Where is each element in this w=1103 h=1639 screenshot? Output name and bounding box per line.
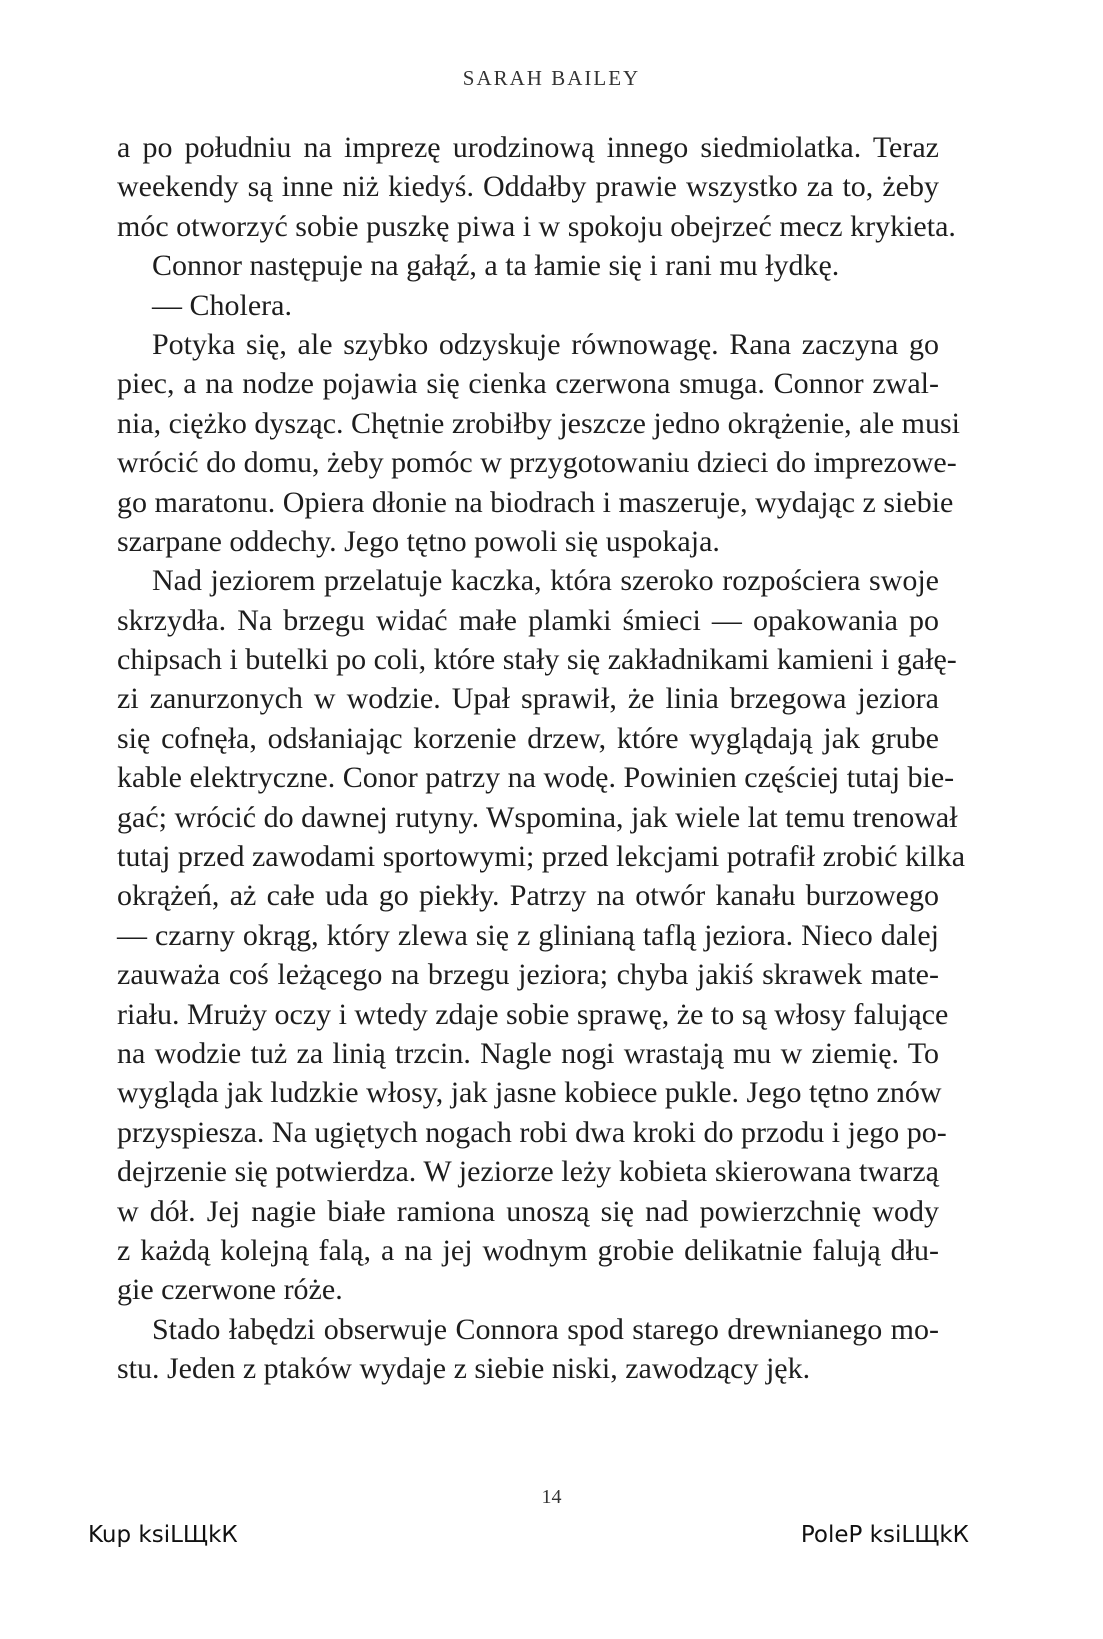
body-line: zi zanurzonych w wodzie. Upał sprawił, że linia brzegowa jeziora — [117, 682, 939, 716]
body-line: kable elektryczne. Conor patrzy na wodę. Powinien częściej tutaj bie- — [117, 761, 955, 795]
body-line: z każdą kolejną falą, a na jej wodnym grobie delikatnie falują dłu- — [117, 1233, 939, 1267]
body-line: Nad jeziorem przelatuje kaczka, która szeroko rozpościera swoje — [152, 564, 939, 598]
body-line: w dół. Jej nagie białe ramiona unoszą się nad powierzchnię wody — [117, 1194, 939, 1228]
buy-book-link[interactable]: Kup ksiLЩkК — [88, 1522, 238, 1548]
body-line: okrążeń, aż całe uda go piekły. Patrzy na otwór kanału burzowego — [117, 879, 939, 913]
body-line: przyspiesza. Na ugiętych nogach robi dwa kroki do przodu i jego po- — [117, 1115, 947, 1149]
body-line: się cofnęła, odsłaniając korzenie drzew, które wyglądają jak grube — [117, 721, 939, 755]
body-line: — Cholera. — [152, 288, 292, 322]
body-line: piec, a na nodze pojawia się cienka czerwona smuga. Connor zwal- — [117, 367, 939, 401]
body-line: szarpane oddechy. Jego tętno powoli się uspokaja. — [117, 524, 720, 558]
body-line: — czarny okrąg, który zlewa się z glinianą taflą jeziora. Nieco dalej — [117, 918, 939, 952]
body-line: Potyka się, ale szybko odzyskuje równowagę. Rana zaczyna go — [152, 327, 939, 361]
page-body — [117, 128, 966, 1389]
body-line: stu. Jeden z ptaków wydaje z siebie niski, zawodzący jęk. — [117, 1352, 811, 1386]
body-line: na wodzie tuż za linią trzcin. Nagle nogi wrastają mu w ziemię. To — [117, 1036, 939, 1070]
page-number: 14 — [541, 1486, 562, 1508]
body-line: Connor następuje na gałąź, a ta łamie się i rani mu łydkę. — [152, 249, 840, 283]
body-line: skrzydła. Na brzegu widać małe plamki śmieci — opakowania po — [117, 603, 939, 637]
body-line: weekendy są inne niż kiedyś. Oddałby prawie wszystko za to, żeby — [117, 170, 939, 204]
body-line: tutaj przed zawodami sportowymi; przed lekcjami potrafił zrobić kilka — [117, 840, 966, 874]
body-line: Stado łabędzi obserwuje Connora spod starego drewnianego mo- — [152, 1312, 939, 1346]
body-line: gie czerwone róże. — [117, 1273, 343, 1307]
body-line: zauważa coś leżącego na brzegu jeziora; chyba jakiś skrawek mate- — [117, 958, 939, 992]
running-header: SARAH BAILEY — [462, 66, 641, 90]
body-line: riału. Mruży oczy i wtedy zdaje sobie sprawę, że to są włosy falujące — [117, 997, 949, 1031]
body-line: chipsach i butelki po coli, które stały się zakładnikami kamieni i gałę- — [117, 643, 957, 677]
body-line: móc otworzyć sobie puszkę piwa i w spokoju obejrzeć mecz krykieta. — [117, 209, 956, 243]
body-line: go maratonu. Opiera dłonie na biodrach i maszeruje, wydając z siebie — [117, 485, 954, 519]
body-line: wrócić do domu, żeby pomóc w przygotowaniu dzieci do imprezowe- — [117, 446, 957, 480]
body-line: gać; wrócić do dawnej rutyny. Wspomina, jak wiele lat temu trenował — [117, 800, 958, 834]
recommend-book-link[interactable]: PoleР ksiLЩkК — [800, 1522, 969, 1548]
body-line: nia, ciężko dysząc. Chętnie zrobiłby jeszcze jedno okrążenie, ale musi — [117, 406, 960, 440]
body-line: a po południu na imprezę urodzinową innego siedmiolatka. Teraz — [117, 131, 939, 164]
body-line: wygląda jak ludzkie włosy, jak jasne kobiece pukle. Jego tętno znów — [117, 1076, 942, 1110]
body-line: dejrzenie się potwierdza. W jeziorze leży kobieta skierowana twarzą — [117, 1155, 939, 1189]
